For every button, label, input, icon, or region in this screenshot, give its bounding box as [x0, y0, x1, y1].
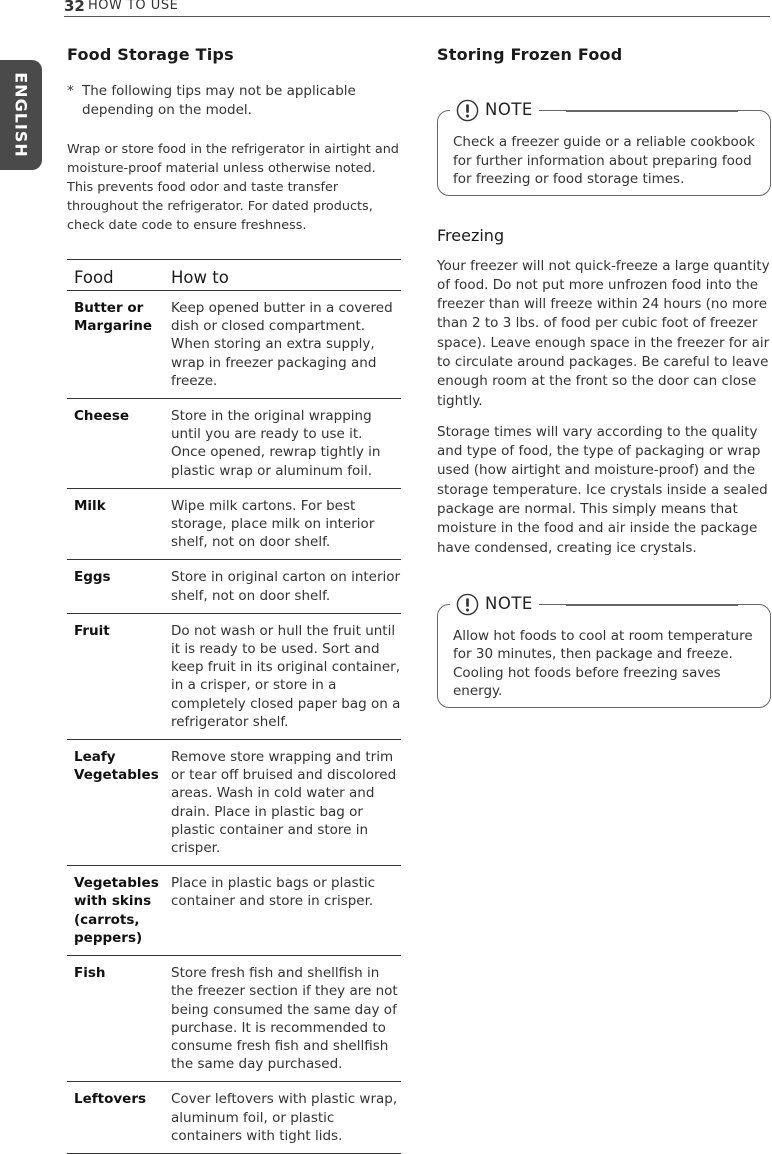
food-cell: Butter or Margarine [67, 291, 164, 399]
food-cell: Leftovers [67, 1082, 164, 1154]
food-storage-title: Food Storage Tips [67, 45, 234, 64]
food-cell: Milk [67, 488, 164, 560]
language-tab-label: ENGLISH [11, 72, 31, 158]
food-cell: Vegetables with skins (carrots, peppers) [67, 866, 164, 956]
how-to-cell: Store in original carton on interior shelf, not on door shelf. [164, 560, 401, 613]
applicability-note [67, 82, 401, 120]
exclamation-circle-icon [456, 593, 479, 616]
food-cell: Cheese [67, 399, 164, 489]
right-column [437, 45, 771, 708]
freezing-title: Freezing [437, 225, 505, 245]
how-to-cell: Remove store wrapping and trim or tear off bruised and discolored areas. Wash in cold water and drain. Place in plastic bag or plastic container and store in crisper. [164, 740, 401, 866]
food-cell: Fish [67, 956, 164, 1082]
table-row [67, 488, 401, 560]
food-cell: Leafy Vegetables [67, 740, 164, 866]
how-to-cell: Place in plastic bags or plastic container and store in crisper. [164, 866, 401, 956]
table-row [67, 956, 401, 1082]
table-header-row [67, 260, 401, 291]
how-to-cell: Store fresh fish and shellfish in the freezer section if they are not being consumed the same day of purchase. It is recommended to consume fresh fish and shellfish the same day purchased. [164, 956, 401, 1082]
exclamation-circle-icon [456, 99, 479, 122]
page-header [64, 0, 770, 17]
note-star: * [67, 83, 74, 99]
note-header [450, 593, 539, 616]
table-row [67, 866, 401, 956]
left-column [67, 45, 401, 1154]
note-box-freezer-guide [437, 100, 771, 196]
table-row [67, 399, 401, 489]
food-cell: Eggs [67, 560, 164, 613]
header-food: Food [67, 260, 164, 291]
storing-frozen-food-title: Storing Frozen Food [437, 45, 623, 64]
how-to-cell: Wipe milk cartons. For best storage, place milk on interior shelf, not on door shelf. [164, 488, 401, 560]
table-row [67, 613, 401, 739]
note-box-hot-foods [437, 594, 771, 708]
food-storage-table [67, 259, 401, 1154]
applicability-note-text: The following tips may not be applicable depending on the model. [82, 83, 356, 118]
section-label: HOW TO USE [88, 0, 179, 13]
freezing-paragraph-2: Storage times will vary according to the quality and type of food, the type of packaging or wrap used (how airtight and moisture-proof) and the storage temperature. Ice crystals inside a sealed package are normal. This simply means that moisture in the food and air inside the package have condensed, creating ice crystals. [437, 423, 768, 556]
how-to-cell: Do not wash or hull the fruit until it is ready to be used. Sort and keep fruit in its original container, in a crisper, or store in a completely closed paper bag on a refrigerator shelf. [164, 613, 401, 739]
table-row [67, 560, 401, 613]
note-text: Allow hot foods to cool at room temperature for 30 minutes, then package and freeze. Cooling hot foods before freezing saves energy. [453, 627, 753, 700]
table-row [67, 291, 401, 399]
note-text: Check a freezer guide or a reliable cookbook for further information about preparing food for freezing or food storage times. [453, 134, 755, 187]
freezing-paragraph-1: Your freezer will not quick-freeze a large quantity of food. Do not put more unfrozen food into the freezer than will freeze within 24 hours (no more than 2 to 3 lbs. of food per cubic foot of freezer space). Leave enough space in the freezer for air to circulate around packages. Be careful to leave enough room at the front so the door can close tightly. [437, 257, 770, 409]
table-row [67, 740, 401, 866]
how-to-cell: Cover leftovers with plastic wrap, aluminum foil, or plastic containers with tight lids. [164, 1082, 401, 1154]
note-divider [566, 605, 738, 606]
how-to-cell: Store in the original wrapping until you are ready to use it. Once opened, rewrap tightly in plastic wrap or aluminum foil. [164, 399, 401, 489]
note-header [450, 99, 539, 122]
food-cell: Fruit [67, 613, 164, 739]
table-row [67, 1082, 401, 1154]
note-divider [566, 111, 738, 112]
note-title: NOTE [485, 594, 533, 614]
intro-paragraph: Wrap or store food in the refrigerator in airtight and moisture-proof material unless otherwise noted. This prevents food odor and taste transfer throughout the refrigerator. For dated products, check date code to ensure freshness. [67, 142, 399, 233]
how-to-cell: Keep opened butter in a covered dish or closed compartment. When storing an extra supply, wrap in freezer packaging and freeze. [164, 291, 401, 399]
language-tab [0, 60, 42, 170]
page-number: 32 [64, 0, 85, 15]
note-title: NOTE [485, 100, 533, 120]
header-how-to: How to [164, 260, 401, 291]
